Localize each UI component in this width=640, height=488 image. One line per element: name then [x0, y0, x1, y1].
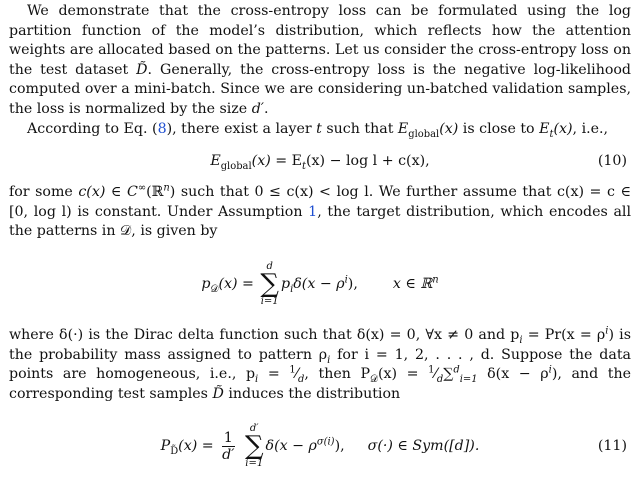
- math-superscript: n: [432, 274, 439, 286]
- summation: [245, 423, 264, 469]
- sum-symbol: ∑: [244, 431, 264, 462]
- math-symbol: (x) − log l + c(x),: [306, 153, 430, 170]
- math-subscript: i=1: [459, 373, 478, 385]
- math-symbol: d′: [251, 100, 264, 117]
- sum-upper-limit: d: [266, 260, 273, 272]
- math-symbol: D̃: [136, 61, 148, 78]
- math-symbol: E: [210, 153, 221, 170]
- math-symbol: (x) =: [178, 438, 214, 455]
- sum-symbol: ∑: [260, 268, 279, 299]
- text-run: ) is the probability mass assigned to pattern ρ: [9, 326, 632, 363]
- text-run: for i = 1, 2, . . . , d. Suppose the data points are homogeneous, i.e., p: [9, 346, 631, 383]
- summation: [260, 261, 279, 307]
- math-symbol: x ∈ ℝ: [392, 275, 433, 292]
- text-run: such that 0 ≤ c(x) < log l. We further assume that c(x) = c ∈ [0, log l) is constant. Under Assumption: [9, 184, 631, 220]
- math-superscript: i: [605, 325, 609, 337]
- assumption-link-1[interactable]: 1: [308, 203, 318, 220]
- math-symbol: δ(x − ρ: [293, 275, 345, 292]
- text-run: δ(x − ρ: [477, 366, 549, 383]
- paragraph-assumption: [9, 183, 631, 242]
- math-subscript: i: [327, 354, 331, 366]
- equation-pd-body: [201, 261, 438, 307]
- fraction-denominator: d′: [222, 446, 235, 463]
- text-run: We demonstrate that the cross-entropy loss can be formulated using the log partition function of the model’s distribution, which reflects how the attention weights are allocated based on the patterns. Let us consider the cross-entropy loss on the test dataset: [9, 3, 631, 78]
- math-symbol: (x): [251, 153, 271, 170]
- math-symbol: ),: [347, 275, 358, 292]
- math-symbol: σ(·) ∈ Sym([d]).: [367, 438, 480, 455]
- equation-target-distribution: [9, 242, 631, 326]
- sum-lower-limit: i=1: [260, 295, 279, 307]
- math-symbol: (x) =: [218, 275, 254, 292]
- text-run: for some: [9, 184, 79, 201]
- sum-upper-limit: d′: [249, 423, 259, 435]
- equation-number-11: (11): [597, 438, 627, 455]
- math-superscript: ∞: [137, 182, 147, 194]
- math-superscript: i: [344, 274, 348, 286]
- math-symbol: c(x) ∈ C: [78, 184, 138, 201]
- math-superscript: σ(i): [316, 436, 335, 448]
- math-symbol: (ℝ: [146, 184, 164, 201]
- text-run: ), there exist a layer: [166, 120, 317, 137]
- text-run: , the target distribution, which encodes all the patterns in 𝒟, is given by: [9, 203, 631, 240]
- text-run: .: [264, 100, 269, 117]
- text-run: (x) =: [377, 366, 429, 383]
- text-run: , then P: [304, 366, 371, 383]
- equation-link-8[interactable]: 8: [157, 120, 167, 137]
- fraction-numerator: 1: [223, 429, 233, 446]
- math-symbol: δ(x − ρ: [265, 438, 317, 455]
- fraction-numerator: 1: [289, 364, 296, 376]
- paragraph-eq8-reference: [9, 120, 631, 140]
- math-symbol: (x): [439, 120, 459, 137]
- math-subscript: 𝒟: [210, 283, 219, 295]
- equation-11-body: [161, 423, 480, 469]
- math-subscript: global: [220, 160, 252, 172]
- sum-symbol: ∑: [443, 366, 454, 383]
- math-subscript: D̃: [170, 446, 179, 458]
- math-subscript: i: [290, 283, 294, 295]
- paragraph-cross-entropy-intro: [9, 2, 631, 120]
- equation-number-10: (10): [597, 153, 627, 170]
- math-superscript: i: [548, 364, 552, 376]
- equation-11: [9, 404, 631, 488]
- text-run: ), and the corresponding test samples: [9, 366, 631, 402]
- math-superscript: d: [453, 364, 460, 376]
- math-symbol: (x): [553, 120, 573, 137]
- math-subscript: i: [255, 373, 259, 385]
- fraction: [220, 430, 236, 463]
- equation-10: [9, 139, 631, 183]
- text-run: , i.e.,: [572, 120, 609, 137]
- fraction-numerator: 1: [428, 364, 435, 376]
- text-run: is close to: [458, 120, 540, 137]
- math-symbol: E: [397, 120, 409, 137]
- text-run: According to Eq. (: [27, 120, 158, 137]
- text-run: . Generally, the cross-entropy loss is the negative log-likelihood computed over a mini-batch. Since we are considering un-batched validation samples, the loss is normalized by the size: [9, 61, 631, 117]
- math-symbol: t: [316, 120, 322, 137]
- math-symbol: = E: [275, 153, 303, 170]
- paper-page: [9, 2, 631, 488]
- math-subscript: t: [302, 160, 307, 172]
- math-subscript: global: [408, 128, 440, 140]
- sum-lower-limit: i=1: [245, 458, 264, 470]
- math-subscript: t: [549, 128, 554, 140]
- math-subscript: 𝒟: [370, 373, 378, 385]
- math-superscript: n: [163, 182, 170, 194]
- paragraph-dirac-delta: where δ(·) is the Dirac delta function such that δ(x) = 0, ∀x ≠ 0 and $p_i = Pr(x = \rho^i)$ is the probability mass assigned to pattern $\rho_i$ for i = 1, 2, . . . , d. Suppose the data points are homogeneous, i.e., $p_i$ = $^1⁄_d$, then $P_𝒟(x)$ = $^1⁄_d\sum^d_{i=1}$ $\delta(x - \rho^i)$, and the corresponding test samples D̃ induces the distribution: [9, 325, 632, 402]
- math-symbol: ),: [334, 438, 345, 455]
- math-symbol: D̃: [212, 385, 224, 402]
- text-run: such that: [321, 120, 398, 137]
- math-symbol: p: [201, 275, 211, 292]
- text-run: = Pr(x = ρ: [522, 326, 606, 343]
- math-symbol: p: [280, 275, 291, 292]
- equation-10-body: [210, 153, 430, 172]
- math-symbol: P: [160, 438, 171, 455]
- text-run: =: [258, 366, 290, 383]
- fraction-denominator: d: [436, 373, 444, 385]
- math-subscript: i: [519, 334, 523, 346]
- text-run: where δ(·) is the Dirac delta function such that δ(x) = 0, ∀x ≠ 0 and p: [9, 326, 520, 343]
- math-symbol: ): [169, 184, 176, 201]
- text-run: induces the distribution: [223, 385, 401, 402]
- math-symbol: E: [539, 120, 550, 137]
- fraction-denominator: d: [298, 373, 305, 385]
